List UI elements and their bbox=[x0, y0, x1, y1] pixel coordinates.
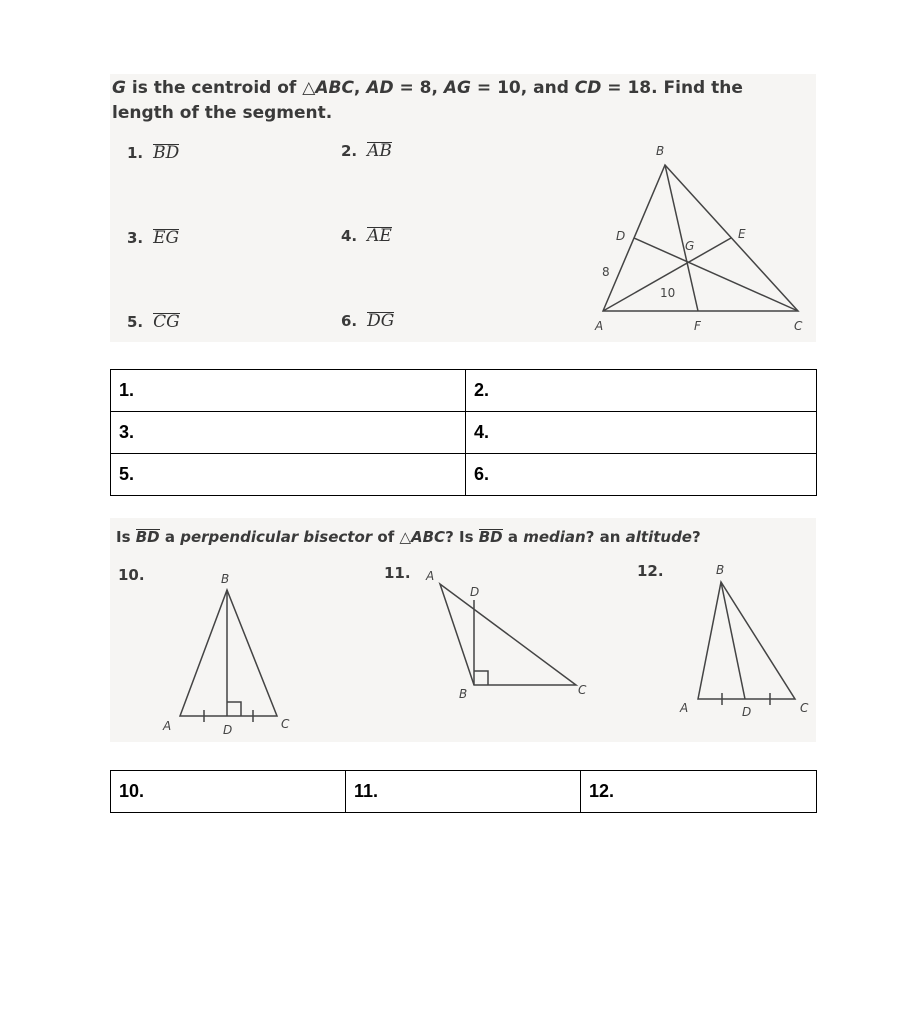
answer-table-1 bbox=[110, 369, 817, 496]
label-a: A bbox=[426, 569, 435, 583]
item-1: 1. BD bbox=[127, 143, 180, 163]
label-d: D bbox=[223, 723, 233, 737]
label-d: D bbox=[742, 705, 752, 719]
figure-12-triangle bbox=[670, 560, 816, 720]
label-a: A bbox=[680, 701, 689, 715]
label-b: B bbox=[656, 144, 665, 158]
length-ag: 10 bbox=[660, 286, 676, 300]
item-3: 3. EG bbox=[127, 228, 180, 248]
item-6: 6. DG bbox=[341, 311, 395, 331]
answer-cell-2[interactable]: 2. bbox=[466, 370, 817, 412]
item-2: 2. AB bbox=[341, 141, 392, 161]
item-11-number: 11. bbox=[384, 564, 411, 582]
label-d: D bbox=[470, 585, 480, 599]
answer-cell-12[interactable]: 12. bbox=[581, 771, 817, 813]
label-b: B bbox=[716, 563, 725, 577]
answer-cell-4[interactable]: 4. bbox=[466, 412, 817, 454]
length-ad: 8 bbox=[602, 265, 610, 279]
triangle-abc bbox=[603, 165, 798, 311]
label-e: E bbox=[738, 227, 746, 241]
label-c: C bbox=[578, 683, 587, 697]
problem-prompt-1: G is the centroid of △ABC, AD = 8, AG = 10, and CD = 18. Find the length of the segment. bbox=[112, 78, 743, 123]
label-c: C bbox=[281, 717, 290, 731]
label-g: G bbox=[685, 239, 695, 253]
label-b: B bbox=[221, 572, 230, 586]
label-d: D bbox=[616, 229, 626, 243]
median-cd bbox=[634, 238, 798, 311]
item-5: 5. CG bbox=[127, 312, 180, 332]
answer-cell-10[interactable]: 10. bbox=[111, 771, 346, 813]
label-c: C bbox=[794, 319, 803, 333]
label-f: F bbox=[694, 319, 701, 333]
label-a: A bbox=[163, 719, 172, 733]
figure-11-triangle bbox=[410, 564, 600, 704]
answer-cell-5[interactable]: 5. bbox=[111, 454, 466, 496]
label-b: B bbox=[459, 687, 468, 701]
label-a: A bbox=[595, 319, 604, 333]
answer-cell-6[interactable]: 6. bbox=[466, 454, 817, 496]
answer-cell-3[interactable]: 3. bbox=[111, 412, 466, 454]
answer-cell-1[interactable]: 1. bbox=[111, 370, 466, 412]
centroid-triangle-figure bbox=[580, 140, 816, 340]
item-4: 4. AE bbox=[341, 226, 392, 246]
item-10-number: 10. bbox=[118, 566, 145, 584]
item-12-number: 12. bbox=[637, 562, 664, 580]
answer-cell-11[interactable]: 11. bbox=[346, 771, 581, 813]
answer-table-2 bbox=[110, 770, 817, 813]
problem-prompt-2: Is BD a perpendicular bisector of △ABC? Is BD a median? an altitude? bbox=[116, 528, 701, 546]
median-ae bbox=[603, 238, 731, 311]
label-c: C bbox=[800, 701, 809, 715]
figure-10-triangle bbox=[160, 566, 300, 738]
